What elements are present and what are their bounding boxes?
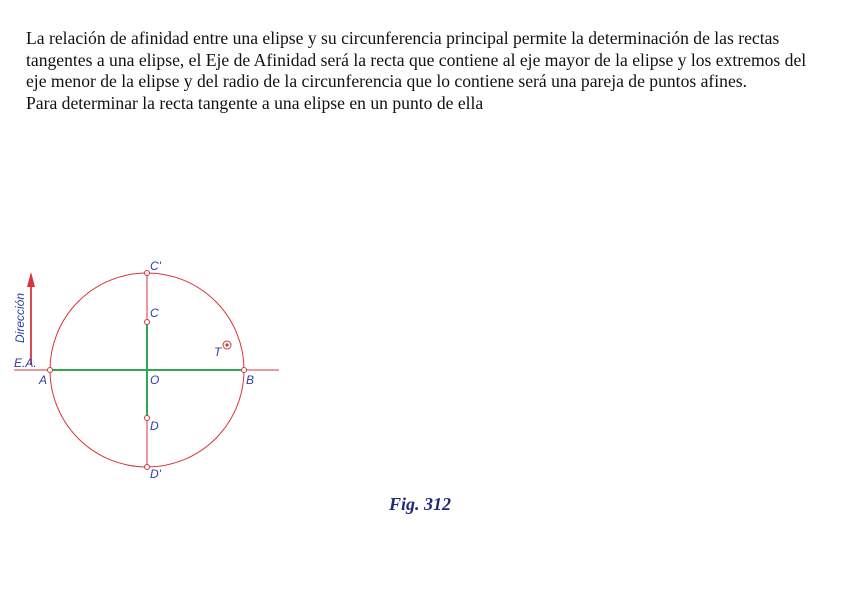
direction-label: Dirección: [13, 292, 27, 343]
label-b: B: [246, 373, 255, 387]
label-c: C: [150, 306, 159, 320]
point-t-marker: [223, 341, 231, 349]
point-a-marker: [48, 368, 53, 373]
point-d-marker: [145, 416, 150, 421]
paragraph-affinity: La relación de afinidad entre una elipse y su circunferencia principal permite la determinación de las rectas tangentes a una elipse, el Eje de Afinidad será la recta que contiene al eje mayor de la elipse y los extremos del eje menor de la elipse y del radio de la circunferencia que lo contiene será una pareja de puntos afines.: [26, 28, 807, 91]
point-c-marker: [145, 320, 150, 325]
label-a: A: [39, 373, 48, 387]
label-c-prime: C': [150, 259, 161, 273]
label-t: T: [214, 345, 222, 359]
point-b-marker: [242, 368, 247, 373]
label-d-prime: D': [150, 467, 161, 481]
point-c-prime-marker: [145, 271, 150, 276]
label-o: O: [150, 373, 160, 387]
affinity-axis-label: E.A.: [14, 356, 37, 370]
direction-arrow: [27, 272, 35, 365]
label-d: D: [150, 419, 159, 433]
point-d-prime-marker: [145, 465, 150, 470]
paragraph-tangent: Para determinar la recta tangente a una elipse en un punto de ella: [26, 92, 484, 113]
figure-caption: Fig. 312: [389, 494, 452, 514]
